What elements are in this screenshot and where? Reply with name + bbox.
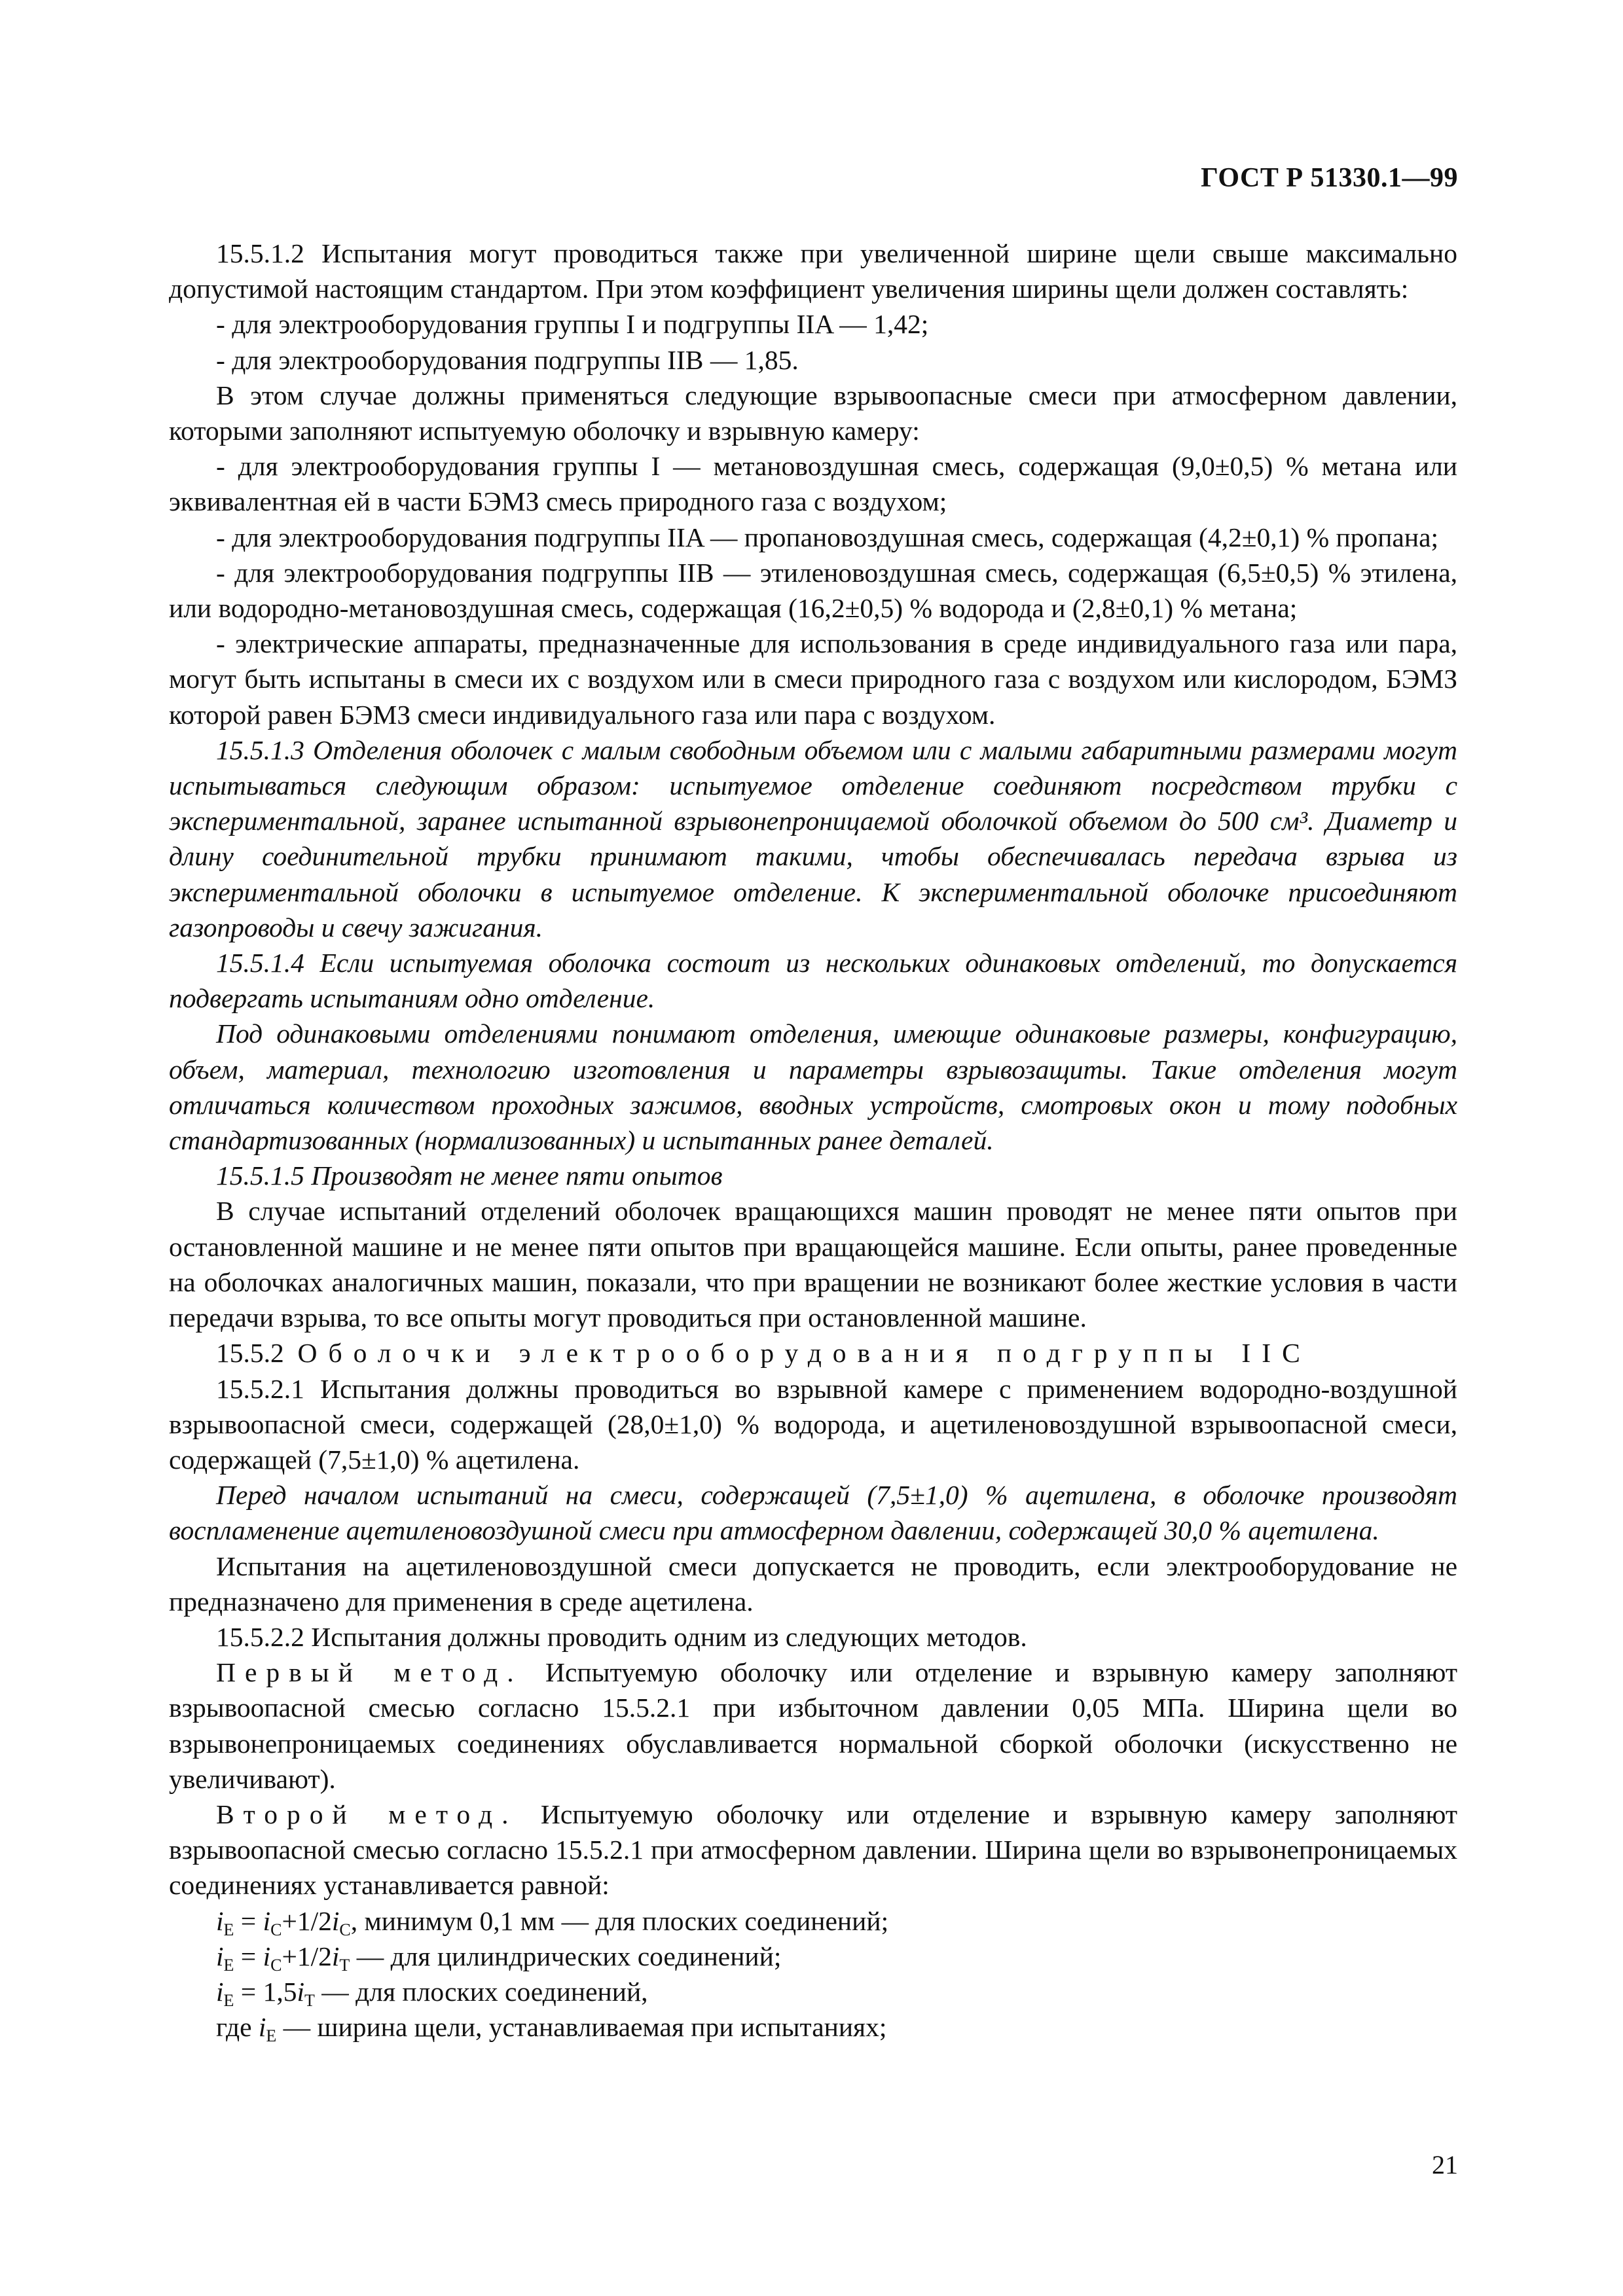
formula-3: $i_E = 1,5i_T$ — для плоских соединений, bbox=[216, 1976, 648, 2010]
clause-15-5-1-4: 15.5.1.4 Если испытуемая оболочка состоит из нескольких одинаковых отделений, то допускается подвергать испытаниям одно отделение. bbox=[169, 948, 1457, 1014]
formula-2: $i_E = i_C+1/2i_T$ — для цилиндрических соединений; bbox=[216, 1941, 782, 1975]
clause-15-5-2-1: 15.5.2.1 Испытания должны проводиться во взрывной камере с применением водородно-воздушной взрывоопасной смеси, содержащей (28,0±1,0) % водорода, и ацетиленовоздушной взрывоопасной смеси, содержащей (7,5±1,0) % ацетилена. bbox=[169, 1373, 1457, 1475]
document-body bbox=[169, 236, 1457, 2045]
paragraph: Перед началом испытаний на смеси, содержащей (7,5±1,0) % ацетилена, в оболочке производят воспламенение ацетиленовоздушной смеси при атмосферном давлении, содержащей 30,0 % ацетилена. bbox=[169, 1480, 1457, 1546]
list-item: - для электрооборудования группы I и подгруппы IIA — 1,42; bbox=[216, 309, 929, 340]
section-title: Оболочки электрооборудования подгруппы IIC bbox=[297, 1338, 1311, 1369]
list-item: - для электрооборудования подгруппы IIB — 1,85. bbox=[216, 344, 799, 375]
clause-15-5-1-5: 15.5.1.5 Производят не менее пяти опытов bbox=[216, 1160, 723, 1191]
list-item: - для электрооборудования подгруппы IIB — этиленовоздушная смесь, содержащая (6,5±0,5) % этилена, или водородно-метановоздушная смесь, содержащая (16,2±0,5) % водорода и (2,8±0,1) % метана; bbox=[169, 557, 1457, 624]
clause-15-5-1-2: 15.5.1.2 Испытания могут проводиться также при увеличенной ширине щели свыше максимально допустимой настоящим стандартом. При этом коэффициент увеличения ширины щели должен составлять: bbox=[169, 238, 1457, 304]
formula-1: $i_E = i_C+1/2i_C$, минимум 0,1 мм — для плоских соединений; bbox=[216, 1905, 889, 1939]
method-2-label: Второй метод. bbox=[216, 1799, 518, 1829]
method-2-paragraph bbox=[169, 1797, 1457, 1903]
document-code: ГОСТ Р 51330.1—99 bbox=[1201, 163, 1458, 193]
method-2-text: Испытуемую оболочку или отделение и взрывную камеру заполняют взрывоопасной смесью согласно 15.5.2.1 при атмосферном давлении. Ширина щели во взрывонепроницаемых соединениях устанавливается равной: bbox=[169, 1799, 1458, 1901]
paragraph: Под одинаковыми отделениями понимают отделения, имеющие одинаковые размеры, конфигурацию, объем, материал, технологию изготовления и параметры взрывозащиты. Такие отделения могут отличаться количеством проходных зажимов, вводных устройств, смотровых окон и тому подобных стандартизованных (нормализованных) и испытанных ранее деталей. bbox=[169, 1018, 1457, 1156]
section-number: 15.5.2 bbox=[216, 1338, 284, 1369]
list-item: - для электрооборудования подгруппы IIA — пропановоздушная смесь, содержащая (4,2±0,1) % пропана; bbox=[216, 522, 1439, 552]
paragraph: В этом случае должны применяться следующие взрывоопасные смеси при атмосферном давлении, которыми заполняют испытуемую оболочку и взрывную камеру: bbox=[169, 380, 1457, 446]
clause-15-5-1-3: 15.5.1.3 Отделения оболочек с малым свободным объемом или с малыми габаритными размерами могут испытываться следующим образом: испытуемое отделение соединяют посредством трубки с экспериментальной, заранее испытанной взрывонепроницаемой оболочкой объемом до 500 см³. Диаметр и длину соединительной трубки принимают такими, чтобы обеспечивалась передача взрыва из экспериментальной оболочки в испытуемое отделение. К экспериментальной оболочке присоединяют газопроводы и свечу зажигания. bbox=[169, 734, 1457, 942]
paragraph: В случае испытаний отделений оболочек вращающихся машин проводят не менее пяти опытов при остановленной машине и не менее пяти опытов при вращающейся машине. Если опыты, ранее проведенные на оболочках аналогичных машин, показали, что при вращении не возникают более жесткие условия в части передачи взрыва, то все опыты могут проводиться при остановленной машине. bbox=[169, 1196, 1457, 1333]
paragraph: Испытания на ацетиленовоздушной смеси допускается не проводить, если электрооборудование не предназначено для применения в среде ацетилена. bbox=[169, 1551, 1457, 1617]
method-1-paragraph bbox=[169, 1655, 1457, 1797]
section-heading bbox=[169, 1335, 1457, 1371]
page-number: 21 bbox=[1432, 2150, 1458, 2179]
method-1-text: Испытуемую оболочку или отделение и взрывную камеру заполняют взрывоопасной смесью согласно 15.5.2.1 при избыточном давлении 0,05 МПа. Ширина щели во взрывонепроницаемых соединениях обуславливается нормальной сборкой оболочки (искусственно не увеличивают). bbox=[169, 1657, 1457, 1794]
formula-definition: где $i_E$ — ширина щели, устанавливаемая при испытаниях; bbox=[216, 2012, 887, 2046]
list-item: - электрические аппараты, предназначенные для использования в среде индивидуального газа или пара, могут быть испытаны в смеси их с воздухом или в смеси природного газа с воздухом или кислородом, БЭМЗ которой равен БЭМЗ смеси индивидуального газа или пара с воздухом. bbox=[169, 628, 1457, 730]
method-1-label: Первый метод. bbox=[216, 1657, 523, 1688]
clause-15-5-2-2: 15.5.2.2 Испытания должны проводить одним из следующих методов. bbox=[216, 1621, 1027, 1652]
list-item: - для электрооборудования группы I — метановоздушная смесь, содержащая (9,0±0,5) % метана или эквивалентная ей в части БЭМЗ смесь природного газа с воздухом; bbox=[169, 451, 1457, 517]
